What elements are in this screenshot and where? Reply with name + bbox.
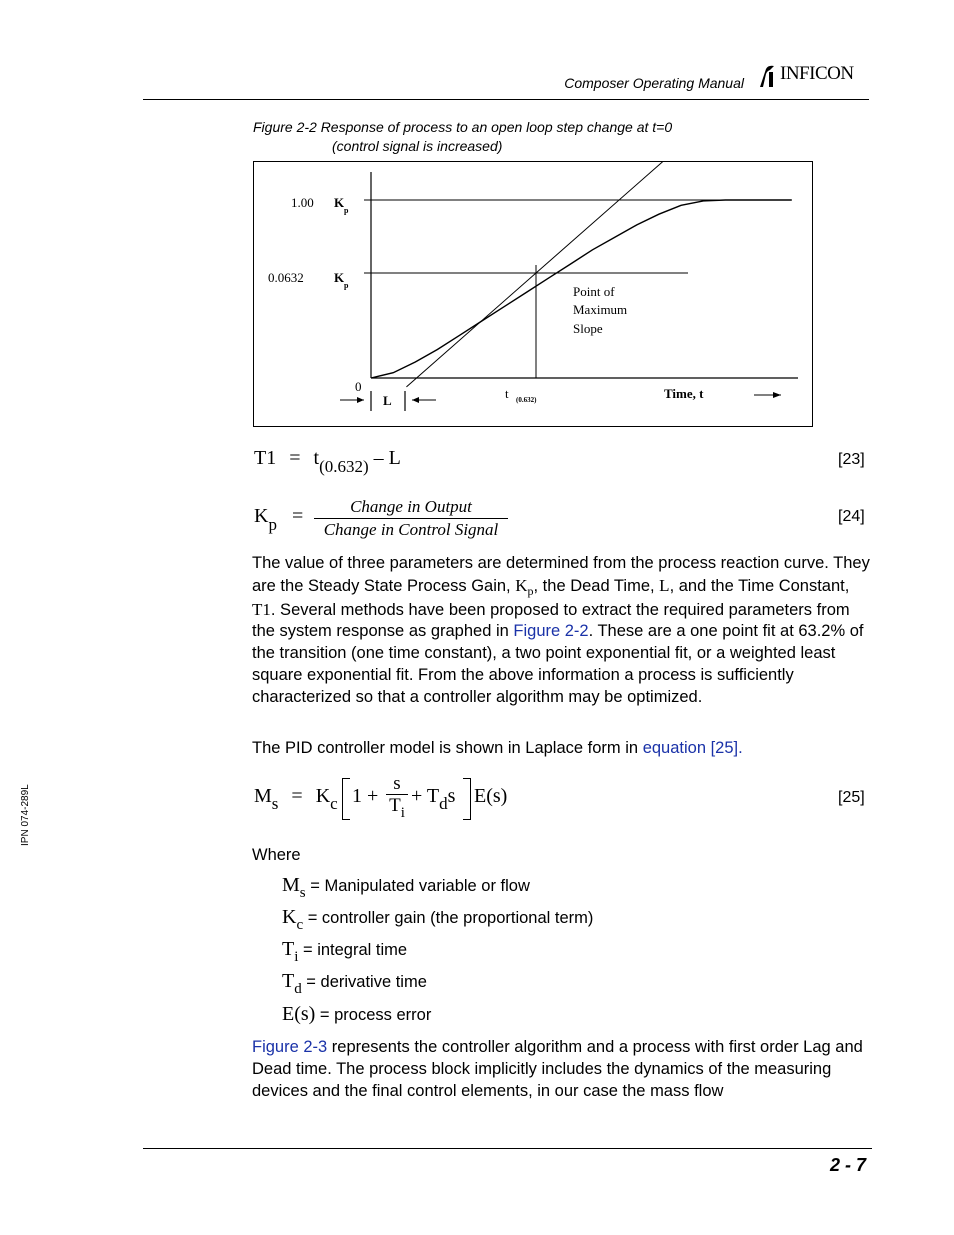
p1-text-e: . These are a one point fit at 63.2% of the transition (one time constant), a two point exponential fit, or a weighted least square exponential fit. From the above information a process is sufficiently characterized so that a controller algorithm may be optimized. — [252, 622, 864, 706]
p1-text-a: The value of three parameters are determined from the process reaction curve. They are the Steady State Process Gain, — [252, 554, 870, 595]
def-kc-subscript: c — [296, 917, 304, 933]
paragraph-pid-model — [252, 738, 872, 760]
eq23-equals: = — [289, 447, 301, 469]
header-rule — [143, 99, 869, 100]
ytick-label-mid: 0.0632 — [268, 270, 304, 285]
definition-kc — [282, 906, 594, 933]
definition-ti — [282, 938, 408, 965]
ytick-symbol-mid-sub: p — [344, 281, 349, 290]
ipn-side-label: IPN 074-289L — [20, 784, 31, 846]
eq25-equals: = — [291, 785, 303, 807]
response-curve-plot — [254, 162, 812, 426]
eq25-left-bracket — [342, 778, 350, 820]
figure-2-3-link[interactable]: Figure 2-3 — [252, 1038, 328, 1056]
running-header-title: Composer Operating Manual — [564, 75, 744, 91]
figure-caption: Figure 2-2 Response of process to an open loop step change at t=0 — [253, 119, 673, 135]
p1-kp: K — [515, 575, 528, 595]
eq24-numerator: Change in Output — [314, 497, 508, 519]
eq25-derivative-term — [411, 785, 456, 813]
dead-time-label: L — [383, 393, 392, 408]
eq25-s: s — [447, 785, 456, 807]
ytick-symbol-mid: K — [334, 270, 345, 285]
figure-2-2-link[interactable]: Figure 2-2 — [513, 622, 589, 641]
eq24-fraction — [314, 497, 508, 540]
p1-text-d: . Several methods have been proposed to extract the required parameters from the system response as graphed in — [252, 600, 850, 641]
eq25-frac-denominator: T — [389, 795, 401, 816]
def-ms-symbol: M — [282, 874, 300, 896]
annotation-line-2: Maximum — [573, 302, 628, 317]
p1-l: L — [659, 575, 670, 595]
eq23-minus-l: – L — [373, 447, 401, 469]
def-kc-symbol: K — [282, 906, 297, 928]
def-ms-text: = Manipulated variable or flow — [305, 877, 530, 895]
eq25-m: M — [254, 785, 272, 807]
eq25-right-bracket — [463, 778, 471, 820]
p1-kp-subscript: p — [527, 583, 534, 598]
p2-text-a: The PID controller model is shown in Laplace form in — [252, 739, 643, 757]
def-es-text: = process error — [315, 1006, 432, 1024]
equation-24-lhs — [254, 505, 304, 534]
equation-number-25: [25] — [838, 789, 865, 806]
eq25-fraction — [386, 773, 408, 821]
p1-text-b: , the Dead Time, — [533, 576, 660, 595]
annotation-line-1: Point of — [573, 284, 615, 299]
ytick-label-zero: 0 — [355, 379, 362, 394]
definition-td — [282, 970, 427, 997]
eq24-k-subscript: p — [268, 515, 277, 534]
eq23-t-subscript: (0.632) — [319, 457, 369, 476]
annotation-line-3: Slope — [573, 321, 603, 336]
figure-caption-continued: (control signal is increased) — [332, 138, 503, 154]
eq25-m-subscript: s — [271, 794, 279, 813]
ytick-symbol-top-sub: p — [344, 206, 349, 215]
definition-es — [282, 1003, 431, 1026]
def-kc-text: = controller gain (the proportional term) — [303, 909, 594, 927]
x-axis-label: Time, t — [664, 386, 704, 401]
t-marker-label: t — [505, 386, 509, 401]
eq23-t: t — [313, 447, 320, 469]
equation-number-23: [23] — [838, 451, 865, 468]
inficon-wordmark: INFICON — [780, 63, 854, 84]
eq25-frac-numerator: s — [386, 774, 408, 795]
time-arrow-head — [773, 392, 781, 398]
equation-23 — [254, 447, 401, 476]
l-arrow-left-head — [357, 397, 364, 403]
equation-number-24: [24] — [838, 508, 865, 525]
eq24-equals: = — [291, 505, 304, 527]
equation-25 — [254, 785, 338, 813]
eq25-plus-t: + T — [411, 785, 440, 807]
definition-ms — [282, 874, 530, 901]
def-es-symbol: E(s) — [282, 1003, 316, 1025]
page-number: 2 - 7 — [829, 1155, 866, 1175]
eq25-one-plus: 1 + — [352, 785, 379, 807]
where-label: Where — [252, 846, 301, 864]
eq25-k: K — [315, 785, 331, 807]
l-arrow-right-head — [412, 397, 419, 403]
def-td-subscript: d — [294, 981, 302, 997]
def-ti-subscript: i — [294, 949, 299, 965]
def-ti-text: = integral time — [298, 941, 408, 959]
eq24-denominator: Change in Control Signal — [323, 520, 499, 539]
eq23-lhs: T1 — [254, 447, 277, 469]
p1-t1: T1 — [252, 599, 271, 619]
max-slope-tangent — [406, 162, 690, 387]
footer-rule — [143, 1148, 872, 1149]
ytick-symbol-top: K — [334, 195, 345, 210]
eq24-k: K — [254, 505, 269, 527]
equation-25-link[interactable]: equation [25]. — [642, 739, 743, 757]
def-td-text: = derivative time — [301, 973, 427, 991]
eq25-t-subscript: d — [439, 794, 448, 813]
paragraph-controller-algorithm — [252, 1037, 872, 1102]
paragraph-process-parameters — [252, 553, 872, 709]
eq25-frac-den-subscript: i — [400, 805, 405, 821]
eq25-k-subscript: c — [330, 794, 338, 813]
def-ti-symbol: T — [282, 938, 295, 960]
ytick-label-top: 1.00 — [291, 195, 314, 210]
def-td-symbol: T — [282, 970, 295, 992]
process-response-chart — [253, 161, 813, 427]
eq25-error: E(s) — [474, 785, 508, 807]
def-ms-subscript: s — [299, 885, 306, 901]
t-marker-subscript: (0.632) — [516, 396, 537, 404]
p3-text: represents the controller algorithm and a process with first order Lag and Dead time. The process block implicitly includes the dynamics of the measuring devices and the final control elements, in our case the mass flow — [252, 1038, 863, 1100]
p1-text-c: , and the Time Constant, — [669, 576, 850, 595]
